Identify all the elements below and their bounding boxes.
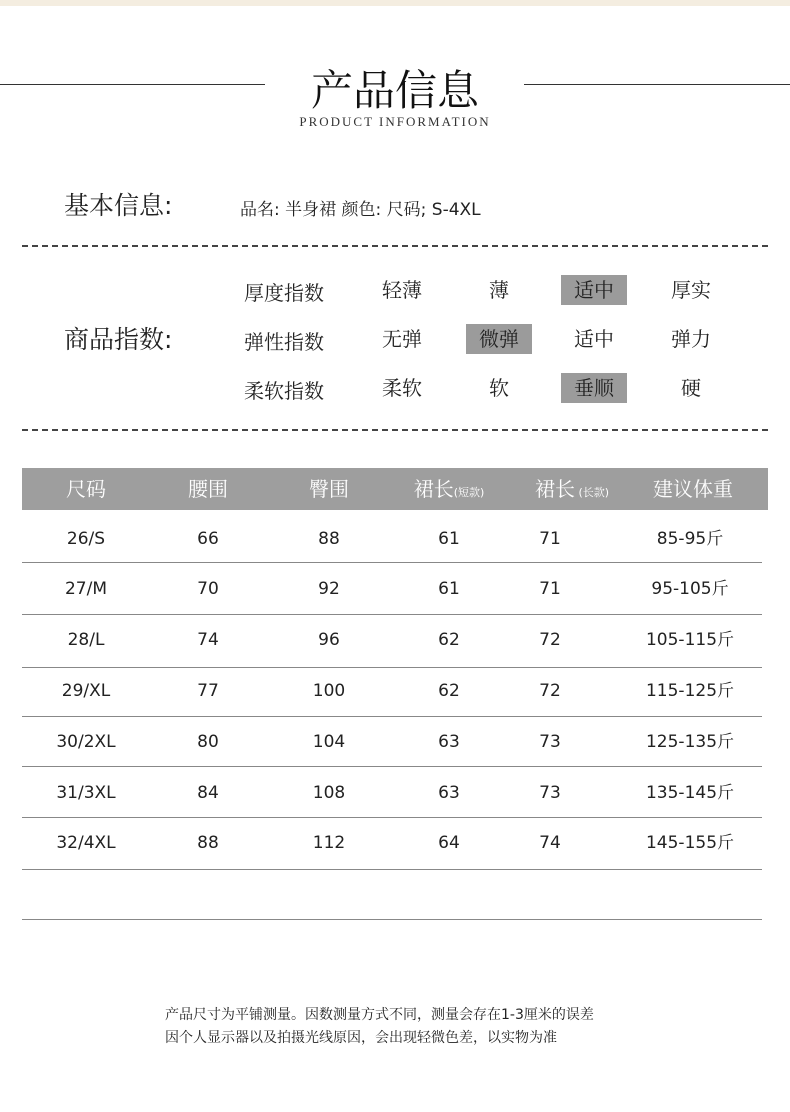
table-cell: 62 [438,630,460,650]
table-cell: 26/S [66,529,106,549]
table-cell: 74 [539,833,561,853]
index-option: 微弹 [466,324,532,354]
table-row-divider [22,869,762,870]
index-option: 厚实 [671,278,711,302]
index-option: 弹力 [671,327,711,351]
divider-dashed [22,245,768,247]
table-cell: 71 [539,579,561,599]
table-row-divider [22,766,762,767]
table-cell: 64 [438,833,460,853]
product-index-label: 商品指数: [64,325,173,354]
table-cell: 104 [312,732,346,752]
index-option: 垂顺 [561,373,627,403]
table-row [22,717,762,767]
table-header-cell: 建议体重 [653,477,733,501]
index-row-thickness [0,275,790,305]
index-option: 硬 [681,376,701,400]
table-cell: 27/M [64,579,108,599]
table-cell: 145-155斤 [645,833,735,853]
index-row-name: 厚度指数 [244,281,324,305]
table-cell: 32/4XL [56,833,116,853]
table-header-cell: 臀围 [309,477,349,501]
table-cell: 80 [197,732,219,752]
table-cell: 135-145斤 [645,783,735,803]
table-cell: 73 [539,783,561,803]
index-option: 无弹 [382,327,422,351]
table-cell: 70 [197,579,219,599]
table-cell: 88 [197,833,219,853]
note-line: 产品尺寸为平铺测量。因数测量方式不同，测量会存在1-3厘米的误差 [165,1007,594,1023]
basic-info-label: 基本信息: [64,191,173,220]
table-cell: 62 [438,681,460,701]
index-row-name: 柔软指数 [244,379,324,403]
table-cell: 100 [312,681,346,701]
table-cell: 29/XL [61,681,111,701]
table-cell: 85-95斤 [656,529,724,549]
table-cell: 71 [539,529,561,549]
index-option: 适中 [561,275,627,305]
table-header-cell: 裙长(短款) [413,477,485,501]
table-cell: 108 [312,783,346,803]
note-line: 因个人显示器以及拍摄光线原因，会出现轻微色差，以实物为准 [165,1030,557,1046]
table-header-cell: 裙长 (长款) [534,477,610,501]
table-header-cell: 腰围 [188,477,228,501]
table-row [22,514,762,564]
table-row [22,666,762,716]
index-row-softness [0,373,790,403]
index-row-name: 弹性指数 [244,330,324,354]
table-cell: 28/L [67,630,105,650]
table-cell: 112 [312,833,346,853]
table-cell: 63 [438,783,460,803]
basic-info-value: 品名: 半身裙 颜色: 尺码; S-4XL [240,200,481,220]
table-row [22,615,762,665]
page-title: 产品信息 [310,66,479,115]
table-cell: 72 [539,630,561,650]
table-cell: 63 [438,732,460,752]
index-row-elasticity [0,324,790,354]
table-cell: 73 [539,732,561,752]
divider-dashed [22,429,768,431]
index-option: 薄 [489,278,509,302]
table-cell: 66 [197,529,219,549]
table-cell: 61 [438,579,460,599]
top-decor-band [0,0,790,6]
table-cell: 31/3XL [56,783,116,803]
index-option: 适中 [574,327,614,351]
index-option: 柔软 [382,376,422,400]
table-cell: 84 [197,783,219,803]
table-cell: 105-115斤 [645,630,735,650]
table-header-cell: 尺码 [66,477,106,501]
table-cell: 115-125斤 [645,681,735,701]
table-cell: 88 [318,529,340,549]
table-row [22,818,762,868]
table-row [22,768,762,818]
table-cell: 77 [197,681,219,701]
table-cell: 125-135斤 [645,732,735,752]
page-subtitle: PRODUCT INFORMATION [299,114,491,129]
table-cell: 61 [438,529,460,549]
index-option: 软 [489,376,509,400]
index-option: 轻薄 [382,278,422,302]
table-cell: 92 [318,579,340,599]
table-cell: 72 [539,681,561,701]
table-row [22,564,762,614]
table-bottom-rule [22,919,762,920]
table-cell: 74 [197,630,219,650]
table-cell: 96 [318,630,340,650]
table-cell: 95-105斤 [651,579,729,599]
size-table-header [22,468,768,510]
table-row-divider [22,562,762,563]
table-cell: 30/2XL [56,732,116,752]
